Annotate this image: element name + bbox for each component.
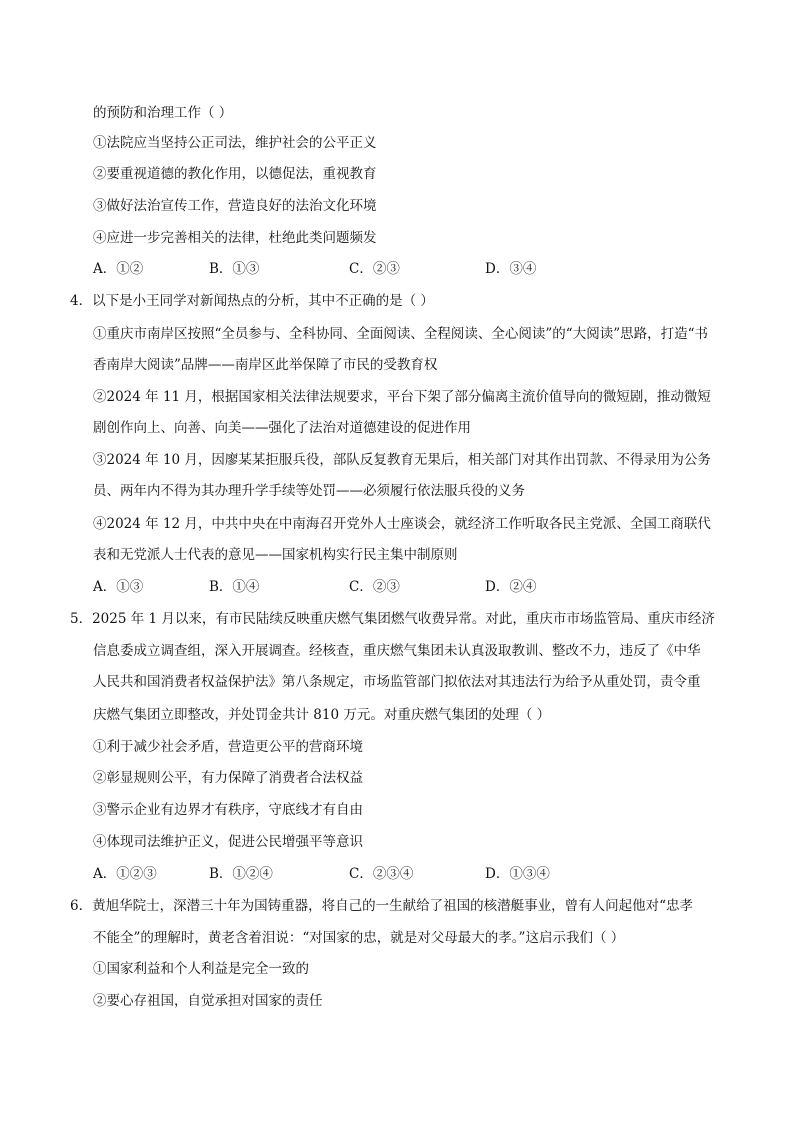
- q4-option-a[interactable]: A．①③: [93, 579, 144, 595]
- q3-statement-2: ②要重视道德的教化作用，以德促法，重视教育: [93, 166, 377, 182]
- q3-statement-4: ④应进一步完善相关的法律，杜绝此类问题频发: [93, 230, 377, 246]
- q4-line-1: ①重庆市南岸区按照“全员参与、全科协同、全面阅读、全程阅读、全心阅读”的“大阅读”思路，打造“书: [93, 326, 709, 342]
- q4-option-c[interactable]: C．②③: [349, 579, 400, 595]
- q5-options: [93, 864, 613, 884]
- q5-option-d[interactable]: D．①③④: [485, 866, 550, 882]
- q3-statement-3: ③做好法治宣传工作，营造良好的法治文化环境: [93, 198, 377, 214]
- q4-option-b[interactable]: B．①④: [209, 579, 260, 595]
- q6-statement-1: ①国家利益和个人利益是完全一致的: [93, 961, 309, 977]
- q3-option-b[interactable]: B．①③: [209, 261, 260, 277]
- q6-statement-2: ②要心存祖国，自觉承担对国家的责任: [93, 993, 323, 1009]
- q4-line-5: ③2024 年 10 月，因廖某某拒服兵役，部队反复教育无果后，相关部门对其作出罚款、不得录用为公务: [93, 452, 711, 468]
- q4-line-6: 员、两年内不得为其办理升学手续等处罚——必须履行依法服兵役的义务: [93, 483, 525, 499]
- q4-line-3: ②2024 年 11 月，根据国家相关法律法规要求，平台下架了部分偏离主流价值导向的微短剧，推动微短: [93, 389, 711, 405]
- q5-option-b[interactable]: B．①②④: [209, 866, 273, 882]
- q6-stem-line-1: 6．黄旭华院士，深潜三十年为国铸重器，将自己的一生献给了祖国的核潜艇事业，曾有人问起他对“忠孝: [70, 898, 693, 914]
- q5-stem-line-1: 5．2025 年 1 月以来，有市民陆续反映重庆燃气集团燃气收费异常。对此，重庆市市场监管局、重庆市经济: [70, 611, 715, 627]
- q3-stem-continuation: 的预防和治理工作（ ）: [93, 105, 233, 121]
- q3-option-a[interactable]: A．①②: [93, 261, 144, 277]
- q5-stem-line-4: 庆燃气集团立即整改，并处罚金共计 810 万元。对重庆燃气集团的处理（ ）: [93, 707, 551, 723]
- q5-stem-line-3: 人民共和国消费者权益保护法》第八条规定，市场监管部门拟依法对其违法行为给予从重处罚，责令重: [93, 674, 701, 690]
- q3-statement-1: ①法院应当坚持公正司法，维护社会的公平正义: [93, 135, 377, 151]
- q4-line-7: ④2024 年 12 月，中共中央在中南海召开党外人士座谈会，就经济工作听取各民主党派、全国工商联代: [93, 516, 711, 532]
- q6-stem-line-2: 不能全”的理解时，黄老含着泪说：“对国家的忠，就是对父母最大的孝。”这启示我们（ ）: [93, 930, 625, 946]
- q4-option-d[interactable]: D．②④: [485, 579, 537, 595]
- q3-option-d[interactable]: D．③④: [485, 261, 537, 277]
- q4-line-2: 香南岸大阅读”品牌——南岸区此举保障了市民的受教育权: [93, 357, 438, 373]
- q3-options: [93, 259, 613, 279]
- q5-statement-2: ②彰显规则公平，有力保障了消费者合法权益: [93, 770, 363, 786]
- q4-line-8: 表和无党派人士代表的意见——国家机构实行民主集中制原则: [93, 547, 458, 563]
- q5-statement-3: ③警示企业有边界才有秩序，守底线才有自由: [93, 802, 363, 818]
- q5-statement-4: ④体现司法维护正义，促进公民增强平等意识: [93, 834, 363, 850]
- q4-stem: 4．以下是小王同学对新闻热点的分析，其中不正确的是（ ）: [70, 293, 434, 309]
- q4-options: [93, 577, 613, 597]
- q3-option-c[interactable]: C．②③: [349, 261, 400, 277]
- q5-option-c[interactable]: C．②③④: [349, 866, 414, 882]
- q4-line-4: 剧创作向上、向善、向美——强化了法治对道德建设的促进作用: [93, 420, 471, 436]
- q5-statement-1: ①利于减少社会矛盾，营造更公平的营商环境: [93, 739, 363, 755]
- q5-option-a[interactable]: A．①②③: [93, 866, 157, 882]
- q5-stem-line-2: 信息委成立调查组，深入开展调查。经核查，重庆燃气集团未认真汲取教训、整改不力，违反了《中华: [93, 643, 701, 659]
